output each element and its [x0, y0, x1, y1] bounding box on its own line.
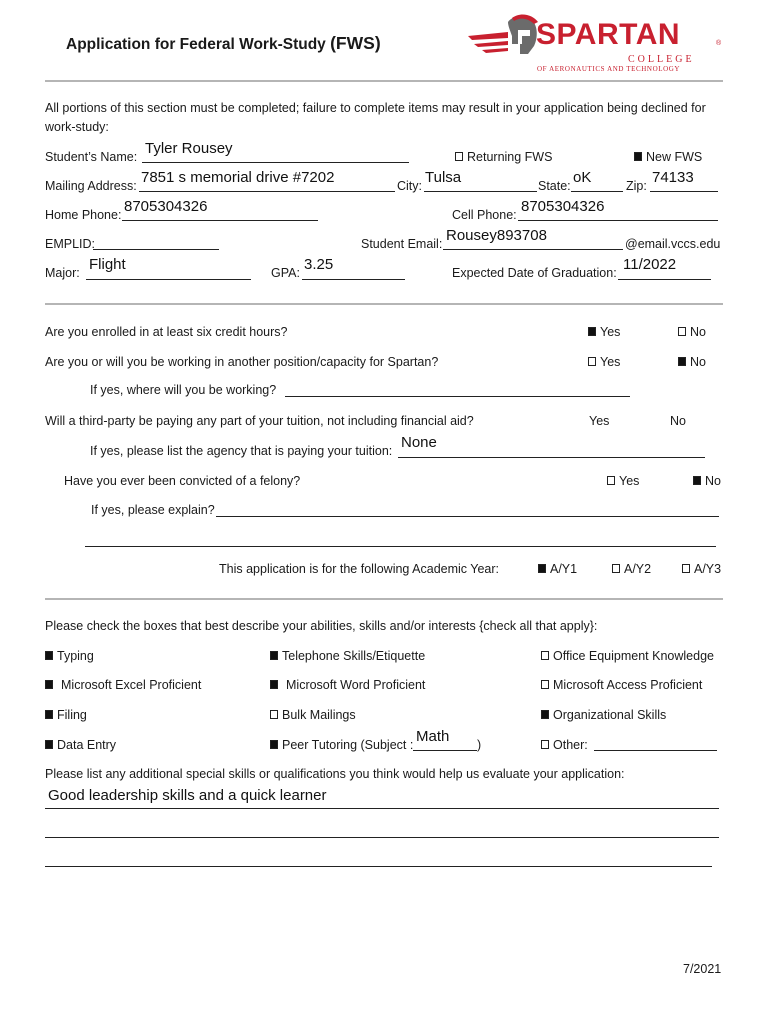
skill-filing[interactable]: Filing	[45, 708, 87, 722]
divider	[45, 598, 723, 600]
home-phone-field[interactable]: 8705304326	[124, 198, 208, 215]
agency-field[interactable]: None	[401, 434, 437, 451]
third-party-no[interactable]: No	[670, 414, 686, 428]
zip-line	[650, 191, 718, 192]
gpa-line	[302, 279, 405, 280]
other-position-no[interactable]: No	[678, 355, 706, 369]
other-position-yes[interactable]: Yes	[588, 355, 620, 369]
page-title: Application for Federal Work-Study (FWS)	[66, 33, 381, 53]
skill-word[interactable]: Microsoft Word Proficient	[270, 678, 425, 692]
student-name-label: Student’s Name:	[45, 150, 138, 164]
credit-hours-yes[interactable]: Yes	[588, 325, 620, 339]
major-label: Major:	[45, 266, 80, 280]
tutoring-subject-field[interactable]: Math	[416, 728, 450, 745]
address-line	[139, 191, 395, 192]
major-line	[86, 279, 251, 280]
home-phone-label: Home Phone:	[45, 208, 122, 222]
emplid-line	[93, 249, 219, 250]
state-label: State:	[538, 179, 571, 193]
gpa-field[interactable]: 3.25	[304, 256, 334, 273]
divider	[45, 303, 723, 305]
felony-yes[interactable]: Yes	[607, 474, 639, 488]
state-field[interactable]: oK	[573, 169, 592, 186]
spartan-logo	[468, 12, 726, 74]
skill-bulk-mailings[interactable]: Bulk Mailings	[270, 708, 356, 722]
cell-phone-line	[518, 220, 718, 221]
student-name-field[interactable]: Tyler Rousey	[145, 140, 233, 157]
academic-year-option-3[interactable]: A/Y3	[682, 562, 721, 576]
spartan-helmet-icon	[468, 14, 540, 58]
city-field[interactable]: Tulsa	[425, 169, 462, 186]
gpa-label: GPA:	[271, 266, 300, 280]
logo-registered-mark: ®	[716, 40, 722, 47]
zip-label: Zip:	[626, 179, 647, 193]
where-working-label: If yes, where will you be working?	[90, 383, 277, 397]
skills-instruction: Please check the boxes that best describe your abilities, skills and/or interests {check all that apply}:	[45, 619, 598, 633]
academic-year-option-2[interactable]: A/Y2	[612, 562, 651, 576]
credit-hours-question: Are you enrolled in at least six credit hours?	[45, 325, 288, 339]
zip-field[interactable]: 74133	[652, 169, 694, 186]
logo-college: COLLEGE	[628, 54, 695, 65]
returning-fws-checkbox[interactable]: Returning FWS	[455, 150, 552, 164]
additional-skills-field[interactable]: Good leadership skills and a quick learner	[48, 787, 327, 804]
credit-hours-no[interactable]: No	[678, 325, 706, 339]
cell-phone-field[interactable]: 8705304326	[521, 198, 605, 215]
skill-data-entry[interactable]: Data Entry	[45, 738, 116, 752]
academic-year-option-1[interactable]: A/Y1	[538, 562, 577, 576]
explain-line-2	[85, 546, 716, 547]
home-phone-line	[122, 220, 318, 221]
agency-label: If yes, please list the agency that is paying your tuition:	[90, 444, 393, 458]
email-line	[443, 249, 623, 250]
logo-subtitle: OF AERONAUTICS AND TECHNOLOGY	[537, 65, 681, 73]
city-line	[424, 191, 537, 192]
graduation-label: Expected Date of Graduation:	[452, 266, 617, 280]
returning-box	[455, 152, 463, 161]
divider	[45, 80, 723, 82]
graduation-field[interactable]: 11/2022	[623, 256, 677, 273]
revision-date: 7/2021	[683, 962, 722, 976]
skill-organizational[interactable]: Organizational Skills	[541, 708, 666, 722]
student-name-line	[142, 162, 409, 163]
third-party-yes[interactable]: Yes	[589, 414, 610, 428]
tutoring-subject-line	[413, 750, 477, 751]
skill-office-equipment[interactable]: Office Equipment Knowledge	[541, 649, 714, 663]
skill-telephone[interactable]: Telephone Skills/Etiquette	[270, 649, 425, 663]
graduation-line	[618, 279, 711, 280]
felony-no[interactable]: No	[693, 474, 721, 488]
major-field[interactable]: Flight	[89, 256, 126, 273]
state-line	[571, 191, 623, 192]
additional-line-2	[45, 837, 719, 838]
felony-question: Have you ever been convicted of a felony?	[64, 474, 301, 488]
agency-line	[398, 457, 705, 458]
explain-label: If yes, please explain?	[91, 503, 215, 517]
emplid-label: EMPLID:	[45, 237, 96, 251]
where-working-line	[285, 396, 630, 397]
skill-typing[interactable]: Typing	[45, 649, 94, 663]
address-field[interactable]: 7851 s memorial drive #7202	[141, 169, 335, 186]
other-skill-line	[594, 750, 717, 751]
city-label: City:	[397, 179, 422, 193]
cell-phone-label: Cell Phone:	[452, 208, 517, 222]
third-party-question: Will a third-party be paying any part of your tuition, not including financial aid?	[45, 414, 474, 428]
skill-excel[interactable]: Microsoft Excel Proficient	[45, 678, 201, 692]
additional-line-1	[45, 808, 719, 809]
other-position-question: Are you or will you be working in another position/capacity for Spartan?	[45, 355, 439, 369]
skill-access[interactable]: Microsoft Access Proficient	[541, 678, 702, 692]
address-label: Mailing Address:	[45, 179, 137, 193]
additional-skills-label: Please list any additional special skills or qualifications you think would help us evaluate your application:	[45, 767, 625, 781]
email-label: Student Email:	[361, 237, 443, 251]
email-field[interactable]: Rousey893708	[446, 227, 547, 244]
new-fws-checkbox[interactable]: New FWS	[634, 150, 702, 164]
additional-line-3	[45, 866, 712, 867]
academic-year-question: This application is for the following Academic Year:	[219, 562, 500, 576]
section-intro: All portions of this section must be completed; failure to complete items may result in your application being declined for work-study:	[45, 101, 706, 134]
skill-peer-tutoring[interactable]: Peer Tutoring (Subject :	[270, 738, 413, 752]
email-domain: @email.vccs.edu	[625, 237, 721, 251]
explain-line	[216, 516, 719, 517]
tutoring-close-paren: )	[477, 738, 482, 752]
logo-wordmark: SPARTAN	[536, 18, 681, 51]
skill-other[interactable]: Other:	[541, 738, 588, 752]
new-box	[634, 152, 642, 161]
